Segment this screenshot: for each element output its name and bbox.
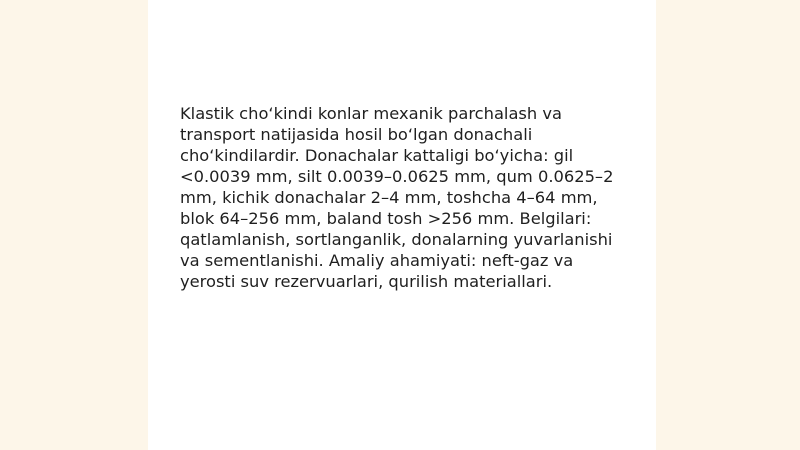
body-paragraph: Klastik cho‘kindi konlar mexanik parchalash va transport natijasida hosil bo‘lgan donachali cho‘kindilardir. Donachalar kattaligi bo‘yicha: gil <0.0039 mm, silt 0.0039–0.0625 mm, qum 0.0625–2 mm, kichik donachalar 2–4 mm, toshcha 4–64 mm, blok 64–256 mm, baland tosh >256 mm. Belgilari: qatlamlanish, sortlanganlik, donalarning yuvarlanishi va sementlanishi. Amaliy ahamiyati: neft-gaz va yerosti suv rezervuarlari, qurilish materiallari. — [180, 104, 614, 291]
document-page — [148, 0, 656, 450]
